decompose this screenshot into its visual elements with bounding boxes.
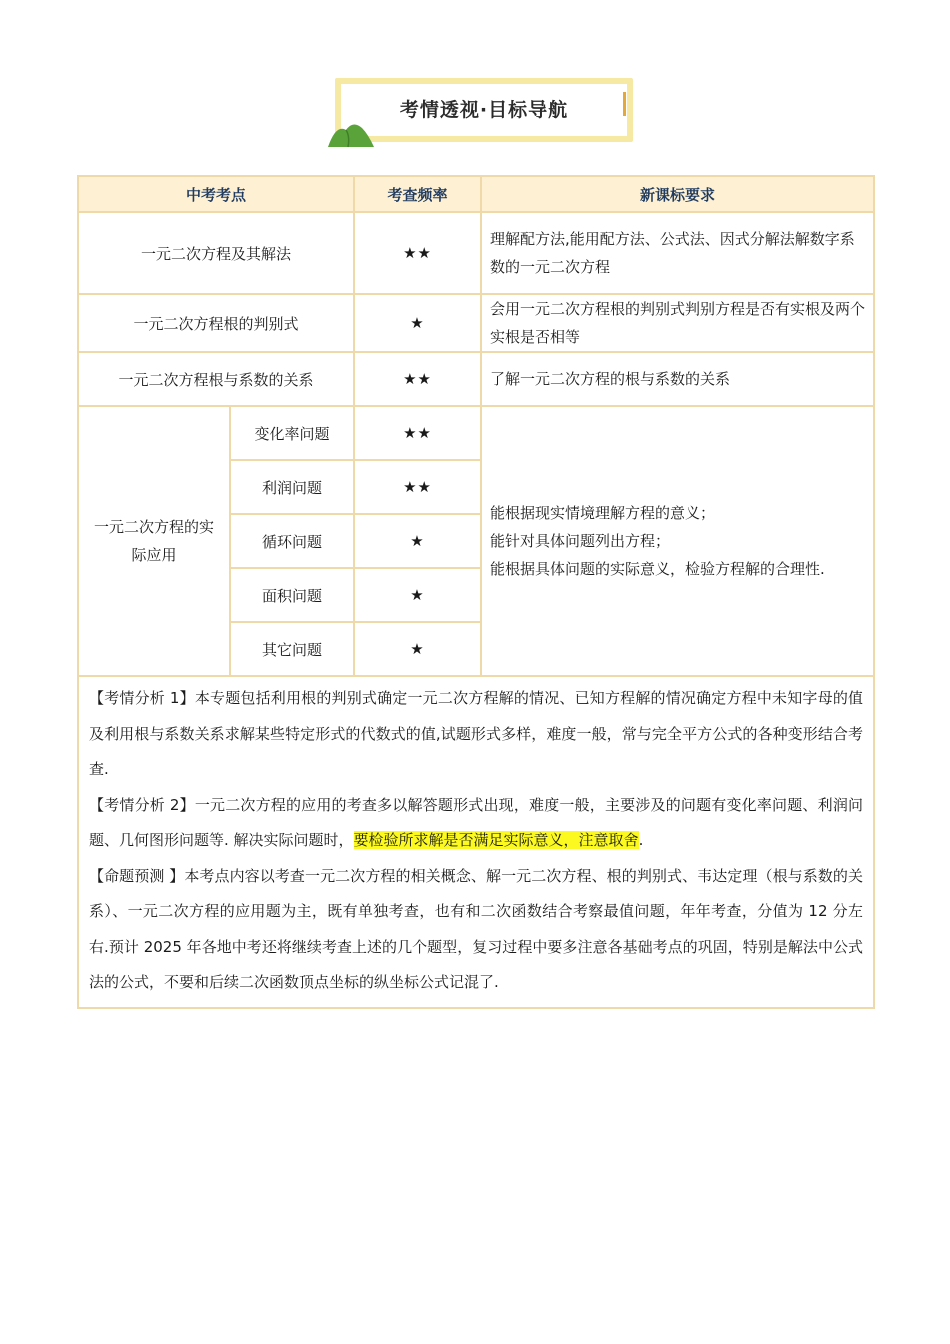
section-banner [335,78,633,142]
frequency-stars: ★★ [354,460,481,514]
application-requirement-cell [481,406,874,676]
requirement-cell: 理解配方法,能用配方法、公式法、因式分解法解数字系数的一元二次方程 [481,212,874,294]
frequency-stars: ★ [354,622,481,676]
header-frequency: 考查频率 [354,176,481,212]
frequency-stars: ★ [354,568,481,622]
hills-icon [326,118,376,148]
application-topic-cell: 一元二次方程的实际应用 [78,406,230,676]
banner-title: 考情透视·目标导航 [399,99,569,121]
subtopic-cell: 循环问题 [230,514,354,568]
subtopic-cell: 变化率问题 [230,406,354,460]
table-header-row [78,176,874,212]
table-row [78,294,874,352]
frequency-stars: ★ [354,514,481,568]
requirement-line: 能针对具体问题列出方程； [490,532,671,550]
table-row [78,212,874,294]
requirement-cell: 会用一元二次方程根的判别式判别方程是否有实根及两个实根是否相等 [481,294,874,352]
analysis-paragraph-2 [89,788,863,859]
header-topic: 中考考点 [78,176,354,212]
topic-cell: 一元二次方程根与系数的关系 [78,352,354,406]
table-row [78,406,874,460]
frequency-stars: ★★ [354,352,481,406]
topic-cell: 一元二次方程根的判别式 [78,294,354,352]
highlighted-text: 要检验所求解是否满足实际意义，注意取舍 [353,831,639,849]
analysis-2-end: . [638,831,644,849]
subtopic-cell: 面积问题 [230,568,354,622]
requirement-cell: 了解一元二次方程的根与系数的关系 [481,352,874,406]
frequency-stars: ★★ [354,406,481,460]
table-row [78,352,874,406]
prediction-paragraph: 【命题预测 】本考点内容以考查一元二次方程的相关概念、解一元二次方程、根的判别式、韦达定理（根与系数的关系）、一元二次方程的应用题为主，既有单独考查，也有和二次函数结合考察最值问题，年年考查，分值为 12 分左右.预计 2025 年各地中考还将继续考查上述的几个题型，复习过程中要多注意各基础考点的巩固，特别是解法中公式法的公式，不要和后续二次函数顶点坐标的纵坐标公式记混了. [89,866,864,991]
analysis-row [78,676,874,1008]
frequency-stars: ★★ [354,212,481,294]
frequency-stars: ★ [354,294,481,352]
analysis-2-text: 【考情分析 2】一元二次方程的应用的考查多以解答题形式出现，难度一般，主要涉及的问题有变化率问题、利润问题、几何图形问题等. 解决实际问题时， [89,795,864,849]
analysis-cell [78,676,874,1008]
banner-inner [341,84,627,136]
requirement-line: 能根据具体问题的实际意义，检验方程解的合理性. [490,560,825,578]
header-requirement: 新课标要求 [481,176,874,212]
topic-cell: 一元二次方程及其解法 [78,212,354,294]
subtopic-cell: 利润问题 [230,460,354,514]
exam-points-table [77,175,875,1009]
subtopic-cell: 其它问题 [230,622,354,676]
requirement-line: 能根据现实情境理解方程的意义； [490,504,716,522]
analysis-paragraph-1: 【考情分析 1】本专题包括利用根的判别式确定一元二次方程解的情况、已知方程解的情况确定方程中未知字母的值及利用根与系数关系求解某些特定形式的代数式的值,试题形式多样，难度一般，常与完全平方公式的各种变形结合考查. [89,689,864,778]
banner-accent-bar [623,92,626,116]
